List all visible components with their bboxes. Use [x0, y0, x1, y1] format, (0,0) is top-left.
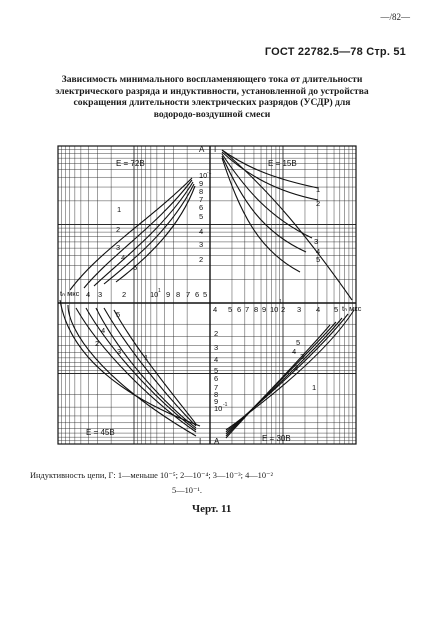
voltage-label: E = 45В: [86, 428, 115, 437]
time-tick-label: 9: [166, 290, 171, 299]
current-tick-label: 6: [199, 203, 204, 212]
time-tick-label: 10: [150, 290, 159, 299]
time-tick-label: 3: [297, 305, 302, 314]
ignition-curve: [104, 184, 194, 284]
ignition-curve: [222, 156, 306, 252]
curve-number-label: 1: [316, 185, 321, 194]
time-tick-label: 4: [213, 305, 218, 314]
time-tick-label: 8: [254, 305, 259, 314]
current-tick-exponent: -1: [223, 402, 228, 408]
current-tick-label: 5: [214, 366, 219, 375]
page-header: ГОСТ 22782.5—78 Стр. 51: [264, 46, 406, 58]
ignition-curve: [84, 180, 192, 288]
time-tick-label: 6: [237, 305, 242, 314]
time-tick-label: 8: [176, 290, 181, 299]
title-line: водородо-воздушной смеси: [153, 108, 271, 120]
curve-number-label: 1: [144, 353, 149, 362]
page-corner-mark: —/82—: [380, 12, 410, 22]
time-tick-label: 5: [228, 305, 233, 314]
current-tick-exponent: -1: [207, 170, 212, 176]
current-tick-label: 3: [214, 343, 219, 352]
current-tick-label: 9: [214, 397, 219, 406]
time-tick-label: 2: [281, 305, 286, 314]
ignition-curve: [222, 150, 352, 300]
curve-number-label: 5: [296, 338, 301, 347]
time-tick-exponent: 1: [279, 299, 282, 305]
curve-number-label: 5: [116, 310, 121, 319]
time-tick-label: 4: [86, 290, 91, 299]
curve-number-label: 2: [294, 363, 299, 372]
current-tick-label: 6: [214, 374, 219, 383]
time-axis-label: tₙ мкс: [342, 304, 362, 313]
inductance-legend: Индуктивность цепи, Г: 1—меньше 10⁻⁵; 2—10⁻⁴; 3—10⁻³; 4—10⁻²: [30, 471, 273, 480]
curve-number-label: 3: [314, 237, 319, 246]
current-tick-label: 5: [199, 212, 204, 221]
figure-caption: Черт. 11: [192, 503, 232, 515]
curve-number-label: 4: [121, 253, 126, 262]
curve-number-label: 1: [312, 383, 317, 392]
current-axis-one: I: [214, 145, 217, 154]
time-tick-label: 7: [245, 305, 250, 314]
voltage-label: E = 15В: [268, 159, 297, 168]
current-tick-label: 7: [214, 383, 219, 392]
curve-number-label: 2: [116, 225, 121, 234]
current-tick-label: 4: [199, 227, 204, 236]
current-tick-label: 3: [199, 240, 204, 249]
curve-number-label: 2: [316, 199, 321, 208]
curve-number-label: 5: [316, 255, 321, 264]
title-line: электрического разряда и индуктивности, установленной до устройства: [55, 85, 369, 97]
ignition-curve: [226, 325, 330, 438]
curve-number-label: 4: [316, 247, 321, 256]
current-tick-label: 8: [214, 390, 219, 399]
curve-number-label: 1: [117, 205, 122, 214]
time-tick-label: 5: [334, 305, 339, 314]
time-tick-label: 2: [122, 290, 127, 299]
ignition-curve: [104, 308, 196, 426]
voltage-label: E = 72В: [116, 159, 145, 168]
title-line: сокращения длительности электрических разрядов (УСДР) для: [73, 97, 351, 108]
time-axis-label: tₙ мкс: [60, 289, 80, 298]
curve-number-label: 3: [300, 352, 305, 361]
time-tick-label: 9: [262, 305, 267, 314]
time-tick-label: 3: [98, 290, 103, 299]
current-tick-label: 4: [214, 355, 219, 364]
current-tick-label: 7: [199, 195, 204, 204]
time-tick-label: 10: [270, 305, 279, 314]
current-tick-label: 10: [199, 171, 208, 180]
curve-number-label: 3: [116, 243, 121, 252]
current-tick-label: 9: [199, 179, 204, 188]
current-tick-label: 2: [214, 329, 219, 338]
current-axis-unit: А: [199, 145, 205, 154]
curve-number-label: 2: [95, 339, 100, 348]
current-axis-unit: А: [214, 437, 220, 446]
inductance-legend-continued: 5—10⁻¹.: [172, 486, 202, 495]
ignition-curve: [222, 150, 318, 188]
curve-number-label: 4: [101, 326, 106, 335]
time-tick-exponent: 1: [158, 288, 161, 294]
time-tick-label: 4: [316, 305, 321, 314]
voltage-label: E = 30В: [262, 434, 291, 443]
curve-number-label: 4: [292, 347, 297, 356]
time-tick-label: 7: [186, 290, 191, 299]
curve-number-label: 3: [117, 347, 122, 356]
time-tick-label: 5: [203, 290, 208, 299]
current-axis-one: I: [199, 437, 202, 446]
current-tick-label: 8: [199, 187, 204, 196]
title-line: Зависимость минимального воспламеняющего тока от длительности: [61, 74, 363, 85]
current-tick-label: 2: [199, 255, 204, 264]
curve-number-label: 5: [133, 263, 138, 272]
current-tick-label: 10: [214, 404, 223, 413]
time-tick-label: 6: [195, 290, 200, 299]
